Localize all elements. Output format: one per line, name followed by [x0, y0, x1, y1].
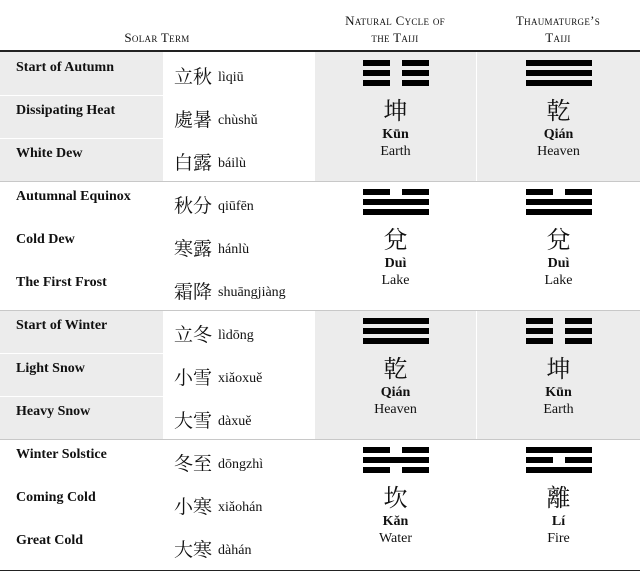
group-separator — [0, 310, 640, 311]
broken-line-bar — [402, 70, 429, 76]
term-chinese — [174, 535, 251, 562]
trigram-pinyin: Qián — [380, 385, 411, 400]
group-separator — [0, 439, 640, 440]
term-hanzi: 小寒 — [174, 496, 213, 518]
trigram-pinyin: Kūn — [545, 385, 572, 400]
trigram-english: Heaven — [537, 144, 580, 159]
broken-line-bar — [363, 189, 390, 195]
solid-line-bar — [526, 467, 592, 473]
term-hanzi: 大寒 — [174, 539, 213, 561]
trigram-pinyin: Kūn — [382, 127, 409, 142]
term-hanzi: 處暑 — [174, 109, 213, 131]
trigram-icon — [526, 189, 592, 219]
broken-line-bar — [363, 70, 390, 76]
trigram-line — [526, 209, 592, 215]
term-chinese — [174, 363, 262, 390]
term-chinese — [174, 492, 262, 519]
broken-line-bar — [402, 447, 429, 453]
thaumaturge-cell — [477, 310, 640, 439]
term-english: Great Cold — [16, 533, 84, 548]
term-hanzi: 立秋 — [174, 66, 213, 88]
solid-line-bar — [526, 209, 592, 215]
broken-line-bar — [526, 338, 553, 344]
trigram-icon — [526, 447, 592, 477]
trigram-icon — [363, 318, 429, 348]
natural-cycle-cell — [315, 439, 476, 568]
trigram-line — [363, 80, 429, 86]
trigram-english: Lake — [544, 273, 573, 288]
term-chinese — [174, 234, 249, 261]
broken-line-bar — [363, 467, 390, 473]
trigram-icon — [363, 447, 429, 477]
trigram-line — [363, 457, 429, 463]
header-solar-term-label: Solar Term — [124, 30, 190, 45]
solid-line-bar — [363, 328, 429, 334]
term-group — [0, 310, 640, 439]
broken-line-bar — [526, 318, 553, 324]
broken-line-bar — [565, 328, 592, 334]
term-hanzi: 大雪 — [174, 410, 213, 432]
term-english: Dissipating Heat — [16, 103, 116, 118]
broken-line-bar — [526, 328, 553, 334]
thaumaturge-cell — [477, 439, 640, 568]
term-pinyin: xiǎohán — [218, 500, 263, 515]
term-group — [0, 181, 640, 310]
term-chinese — [174, 449, 263, 476]
trigram-line — [526, 199, 592, 205]
trigram-line — [363, 199, 429, 205]
broken-line-bar — [565, 457, 592, 463]
term-chinese — [174, 277, 286, 304]
solid-line-bar — [363, 457, 429, 463]
term-english: Cold Dew — [16, 232, 75, 247]
trigram-line — [526, 338, 592, 344]
term-english: The First Frost — [16, 275, 107, 290]
header-natural-line2: the Taiji — [371, 30, 419, 45]
broken-line-bar — [363, 80, 390, 86]
trigram-character: 坤 — [546, 355, 571, 383]
row-separator — [0, 224, 314, 225]
trigram-character: 乾 — [546, 97, 571, 125]
natural-cycle-cell — [315, 310, 476, 439]
term-pinyin: shuāngjiàng — [218, 285, 286, 300]
group-separator — [0, 181, 640, 182]
trigram-icon — [526, 60, 592, 90]
row-separator — [0, 138, 314, 139]
solid-line-bar — [363, 209, 429, 215]
row-separator — [0, 525, 314, 526]
solid-line-bar — [526, 447, 592, 453]
term-chinese — [174, 148, 246, 175]
header-thaumaturge-line2: Taiji — [545, 30, 571, 45]
trigram-line — [526, 80, 592, 86]
trigram-pinyin: Duì — [547, 256, 570, 271]
trigram-line — [363, 447, 429, 453]
thaumaturge-cell — [477, 181, 640, 310]
term-pinyin: dàxuě — [218, 414, 252, 429]
trigram-icon — [363, 189, 429, 219]
row-separator — [0, 396, 314, 397]
term-hanzi: 小雪 — [174, 367, 213, 389]
trigram-line — [363, 328, 429, 334]
broken-line-bar — [402, 80, 429, 86]
header-solar-term — [0, 0, 314, 50]
trigram-pinyin: Qián — [543, 127, 574, 142]
trigram-line — [363, 209, 429, 215]
trigram-icon — [363, 60, 429, 90]
term-pinyin: xiǎoxuě — [218, 371, 263, 386]
row-separator — [0, 482, 314, 483]
trigram-line — [526, 328, 592, 334]
trigram-name — [477, 96, 640, 160]
trigram-line — [526, 60, 592, 66]
solid-line-bar — [363, 199, 429, 205]
trigram-name — [315, 483, 476, 547]
term-chinese — [174, 62, 244, 89]
trigram-pinyin: Lí — [551, 514, 566, 529]
trigram-english: Earth — [543, 402, 574, 417]
term-hanzi: 冬至 — [174, 453, 213, 475]
trigram-character: 坤 — [383, 97, 408, 125]
broken-line-bar — [402, 467, 429, 473]
solid-line-bar — [526, 60, 592, 66]
solid-line-bar — [363, 338, 429, 344]
trigram-pinyin: Kǎn — [382, 514, 409, 529]
trigram-character: 兌 — [546, 226, 571, 254]
term-english: Heavy Snow — [16, 404, 91, 419]
trigram-character: 乾 — [383, 355, 408, 383]
trigram-line — [526, 447, 592, 453]
header-natural-cycle — [314, 0, 476, 50]
trigram-line — [363, 70, 429, 76]
trigram-english: Earth — [380, 144, 411, 159]
trigram-name — [315, 354, 476, 418]
trigram-line — [363, 318, 429, 324]
term-pinyin: lìdōng — [218, 328, 254, 343]
trigram-name — [315, 96, 476, 160]
natural-cycle-cell — [315, 52, 476, 181]
term-pinyin: hánlù — [218, 242, 250, 257]
term-english: Autumnal Equinox — [16, 189, 131, 204]
trigram-line — [363, 338, 429, 344]
broken-line-bar — [363, 60, 390, 66]
term-hanzi: 秋分 — [174, 195, 213, 217]
solid-line-bar — [526, 80, 592, 86]
term-chinese — [174, 406, 251, 433]
term-hanzi: 霜降 — [174, 281, 213, 303]
trigram-line — [526, 189, 592, 195]
broken-line-bar — [565, 338, 592, 344]
trigram-name — [477, 483, 640, 547]
term-pinyin: báilù — [218, 156, 247, 171]
trigram-line — [363, 467, 429, 473]
broken-line-bar — [402, 189, 429, 195]
row-separator — [0, 267, 314, 268]
term-pinyin: qiūfēn — [218, 199, 254, 214]
broken-line-bar — [565, 189, 592, 195]
term-pinyin: chùshǔ — [218, 113, 258, 128]
bottom-rule — [0, 570, 640, 571]
broken-line-bar — [526, 457, 553, 463]
trigram-name — [477, 354, 640, 418]
trigram-english: Fire — [547, 531, 570, 546]
broken-line-bar — [363, 447, 390, 453]
row-separator — [0, 353, 314, 354]
solid-line-bar — [363, 318, 429, 324]
term-chinese — [174, 191, 254, 218]
trigram-line — [526, 70, 592, 76]
solid-line-bar — [526, 70, 592, 76]
trigram-line — [526, 467, 592, 473]
trigram-name — [315, 225, 476, 289]
trigram-english: Heaven — [374, 402, 417, 417]
term-english: White Dew — [16, 146, 83, 161]
term-hanzi: 立冬 — [174, 324, 213, 346]
natural-cycle-cell — [315, 181, 476, 310]
trigram-line — [363, 189, 429, 195]
term-english: Winter Solstice — [16, 447, 107, 462]
term-hanzi: 寒露 — [174, 238, 213, 260]
term-english: Start of Autumn — [16, 60, 115, 75]
solid-line-bar — [526, 199, 592, 205]
broken-line-bar — [565, 318, 592, 324]
term-hanzi: 白露 — [174, 152, 213, 174]
trigram-character: 兌 — [383, 226, 408, 254]
trigram-name — [477, 225, 640, 289]
broken-line-bar — [402, 60, 429, 66]
trigram-line — [363, 60, 429, 66]
term-english: Light Snow — [16, 361, 85, 376]
row-separator — [0, 95, 314, 96]
term-pinyin: dàhán — [218, 543, 252, 558]
trigram-line — [526, 318, 592, 324]
broken-line-bar — [526, 189, 553, 195]
term-chinese — [174, 320, 254, 347]
term-group — [0, 439, 640, 568]
term-pinyin: lìqiū — [218, 70, 244, 85]
trigram-character: 坎 — [383, 484, 408, 512]
trigram-pinyin: Duì — [384, 256, 407, 271]
header-thaumaturge-line1: Thaumaturge’s — [515, 13, 601, 28]
term-pinyin: dōngzhì — [218, 457, 264, 472]
thaumaturge-cell — [477, 52, 640, 181]
term-english: Coming Cold — [16, 490, 96, 505]
term-group — [0, 52, 640, 181]
header-thaumaturge — [476, 0, 640, 50]
trigram-english: Water — [378, 531, 413, 546]
header-natural-line1: Natural Cycle of — [345, 13, 445, 28]
trigram-icon — [526, 318, 592, 348]
trigram-line — [526, 457, 592, 463]
trigram-character: 離 — [546, 484, 571, 512]
trigram-english: Lake — [381, 273, 410, 288]
term-chinese — [174, 105, 258, 132]
term-english: Start of Winter — [16, 318, 108, 333]
